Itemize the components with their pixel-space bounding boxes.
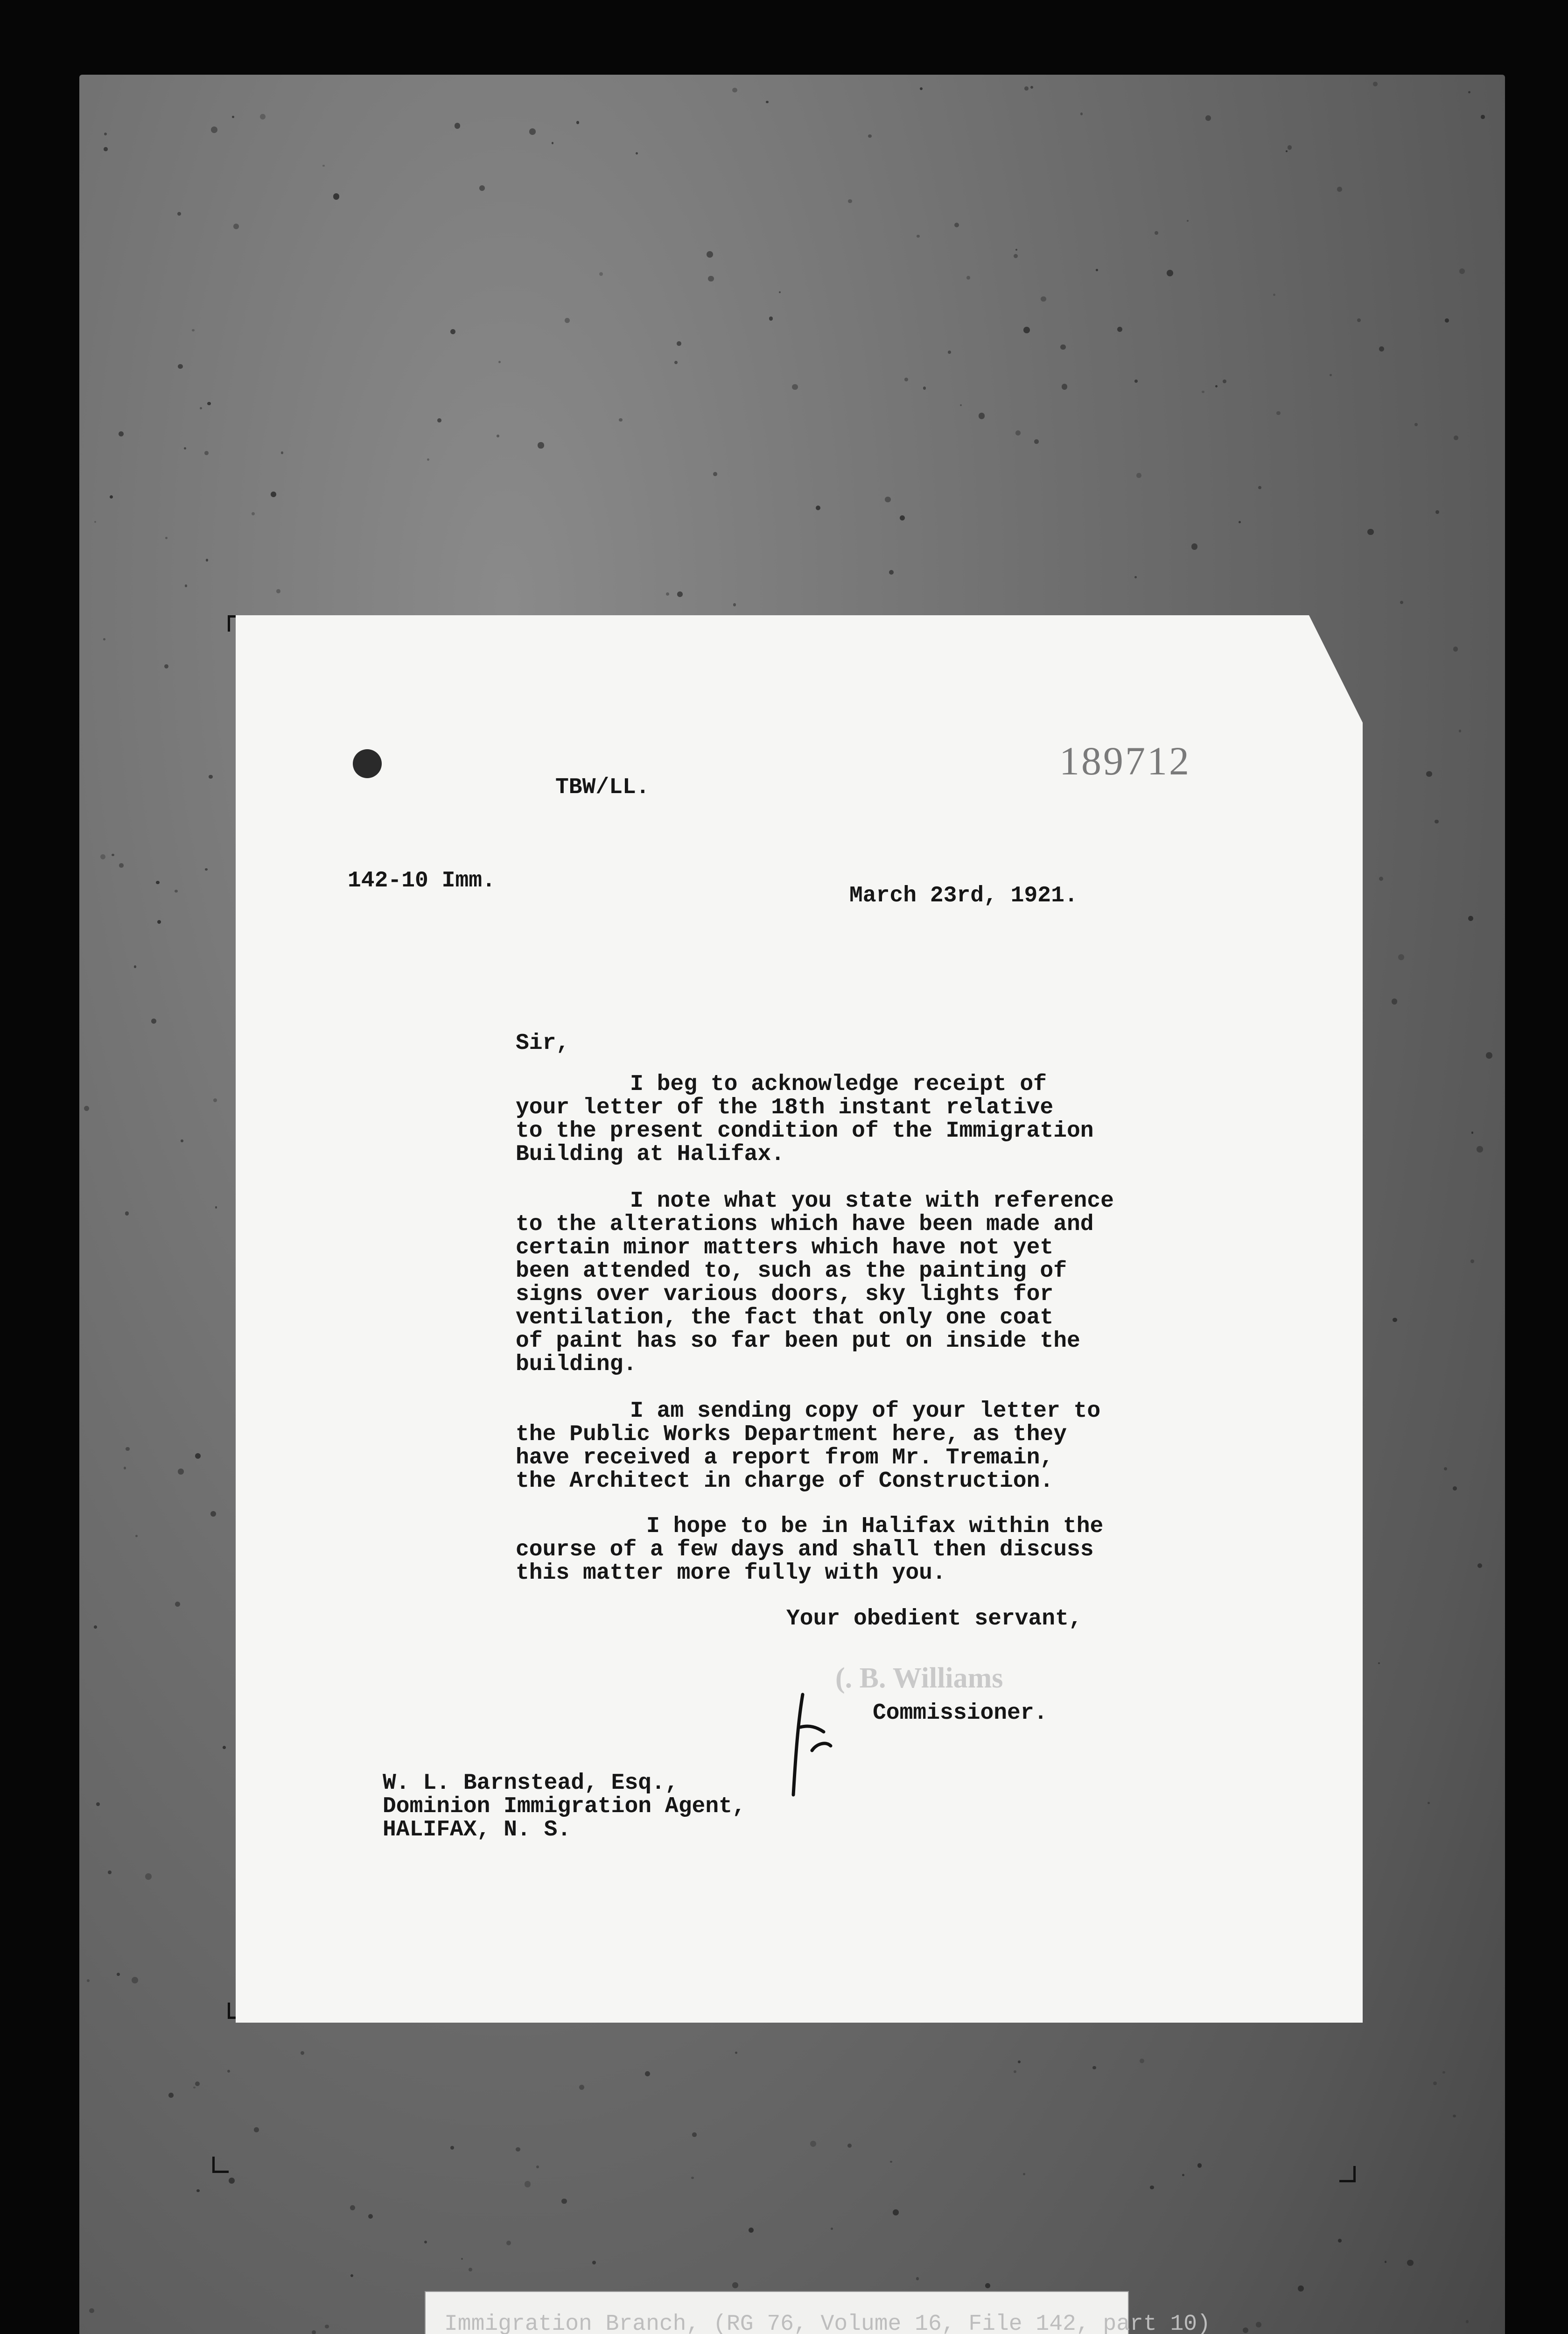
film-speck [1182, 2174, 1184, 2176]
body-line: I am sending copy of your letter to [630, 1399, 1101, 1424]
film-speck [165, 537, 168, 539]
film-speck [900, 515, 905, 520]
film-speck [707, 251, 713, 258]
film-speck [1379, 346, 1384, 352]
reference-number: 142-10 Imm. [348, 868, 496, 893]
film-speck [1453, 2115, 1456, 2117]
stamped-signature: (. B. Williams [835, 1662, 1003, 1694]
body-line: to the present condition of the Immigration [516, 1118, 1094, 1144]
body-line: the Architect in charge of Construction. [516, 1469, 1054, 1494]
body-line: signs over various doors, sky lights for [516, 1282, 1054, 1307]
film-speck [948, 351, 951, 354]
film-speck [677, 341, 681, 346]
film-speck [779, 291, 781, 293]
salutation: Sir, [516, 1031, 570, 1056]
letter-date: March 23rd, 1921. [849, 883, 1078, 908]
film-speck [1453, 1486, 1457, 1490]
film-speck [552, 142, 554, 144]
film-speck [1015, 430, 1021, 436]
body-line: I note what you state with reference [630, 1188, 1114, 1214]
body-line: Building at Halifax. [516, 1142, 785, 1167]
film-speck [1134, 380, 1138, 383]
film-speck [1018, 2060, 1021, 2063]
film-speck [229, 2178, 235, 2184]
punch-hole [353, 749, 382, 778]
file-number-stamp: 189712 [1059, 738, 1191, 783]
body-line: I beg to acknowledge receipt of [630, 1072, 1047, 1097]
film-speck [325, 2325, 329, 2328]
film-speck [733, 603, 736, 606]
film-speck [890, 2161, 892, 2163]
film-speck [206, 559, 208, 561]
film-speck [1338, 2239, 1342, 2243]
film-speck [271, 492, 276, 497]
film-speck [1215, 385, 1218, 387]
film-speck [178, 1469, 184, 1475]
film-speck [1258, 486, 1261, 489]
film-speck [1096, 269, 1098, 271]
film-speck [1486, 1052, 1492, 1059]
body-line: your letter of the 18th instant relative [516, 1095, 1054, 1120]
film-speck [223, 1746, 226, 1749]
body-line: course of a few days and shall then discuss [516, 1537, 1094, 1562]
film-speck [1060, 344, 1065, 350]
body-line: certain minor matters which have not yet [516, 1235, 1054, 1260]
body-line: I hope to be in Halifax within the [646, 1514, 1104, 1539]
film-speck [1373, 82, 1378, 86]
film-speck [732, 88, 737, 92]
film-speck [708, 276, 714, 282]
film-speck [185, 584, 188, 587]
film-speck [333, 193, 339, 199]
film-speck [215, 1206, 217, 1208]
film-speck [312, 2330, 316, 2334]
film-speck [193, 2087, 196, 2089]
film-speck [923, 387, 926, 390]
film-speck [1471, 1132, 1473, 1133]
film-speck [254, 2127, 259, 2132]
film-speck [985, 2283, 990, 2288]
film-speck [1400, 601, 1403, 604]
body-line: the Public Works Department here, as they [516, 1422, 1067, 1447]
film-speck [1330, 374, 1332, 376]
body-line: been attended to, such as the painting of [516, 1258, 1067, 1284]
film-speck [1445, 318, 1449, 323]
film-speck [1428, 1802, 1430, 1804]
body-line: have received a report from Mr. Tremain, [516, 1445, 1054, 1470]
film-speck [713, 472, 717, 476]
film-speck [1337, 187, 1342, 192]
film-speck [119, 863, 124, 868]
film-speck [177, 212, 181, 216]
film-speck [178, 364, 182, 369]
film-speck [175, 890, 177, 893]
film-speck [181, 1139, 183, 1142]
film-speck [885, 497, 890, 502]
film-speck [1393, 1318, 1397, 1322]
film-speck [1034, 439, 1039, 444]
film-speck [195, 2081, 200, 2086]
film-speck [565, 318, 570, 323]
recipient-line: Dominion Immigration Agent, [383, 1794, 746, 1819]
film-speck [1023, 2173, 1025, 2175]
film-speck [1223, 380, 1226, 383]
film-speck [847, 2144, 852, 2148]
film-speck [104, 147, 107, 151]
film-speck [164, 664, 168, 668]
film-speck [1288, 145, 1292, 149]
film-speck [576, 121, 580, 124]
film-speck [848, 199, 852, 204]
film-speck [151, 1019, 156, 1024]
film-speck [209, 775, 212, 779]
film-speck [1197, 2163, 1202, 2167]
film-speck [276, 589, 280, 593]
citation-label [425, 2291, 1211, 2334]
film-speck [538, 442, 544, 448]
film-speck [920, 87, 923, 90]
film-speck [260, 114, 266, 120]
film-speck [135, 1535, 138, 1537]
film-speck [769, 316, 773, 321]
body-line: ventilation, the fact that only one coat [516, 1305, 1054, 1330]
film-speck [1298, 2285, 1304, 2292]
film-speck [692, 2132, 697, 2137]
film-speck [1024, 86, 1029, 91]
film-speck [175, 1602, 180, 1607]
film-speck [1407, 2260, 1414, 2266]
film-speck [94, 1625, 97, 1629]
film-speck [645, 2071, 650, 2076]
film-speck [124, 1467, 126, 1469]
film-speck [893, 2209, 899, 2215]
film-speck [126, 1447, 129, 1451]
film-speck [455, 123, 460, 128]
registration-mark [212, 2157, 229, 2173]
film-speck [816, 506, 820, 510]
closing: Your obedient servant, [786, 1606, 1082, 1631]
film-speck [677, 591, 683, 597]
film-speck [674, 361, 678, 364]
film-speck [766, 101, 769, 104]
film-speck [1470, 1259, 1474, 1263]
film-speck [868, 134, 871, 138]
film-speck [168, 2093, 174, 2098]
film-speck [1014, 254, 1018, 258]
body-line: to the alterations which have been made and [516, 1212, 1094, 1237]
film-speck [525, 2181, 531, 2187]
body-line: of paint has so far been put on inside the [516, 1329, 1080, 1354]
film-speck [184, 447, 186, 450]
film-speck [1062, 384, 1068, 390]
film-speck [350, 2274, 353, 2277]
film-speck [281, 451, 283, 454]
film-speck [1367, 529, 1373, 535]
registration-mark [1339, 2166, 1356, 2182]
film-speck [1030, 86, 1033, 89]
film-speck [1435, 820, 1438, 823]
film-speck [1023, 327, 1030, 333]
film-speck [619, 418, 623, 422]
film-speck [592, 2261, 596, 2264]
film-speck [108, 1870, 112, 1874]
film-speck [1041, 296, 1046, 302]
film-speck [89, 2308, 94, 2313]
film-speck [732, 2282, 738, 2288]
film-speck [1239, 521, 1241, 523]
film-speck [1243, 2327, 1248, 2333]
film-speck [529, 128, 536, 135]
recipient-line: HALIFAX, N. S. [383, 1817, 571, 1842]
film-speck [916, 2277, 919, 2280]
film-speck [424, 2241, 427, 2243]
film-speck [119, 431, 124, 436]
film-speck [211, 127, 217, 133]
film-speck [125, 1211, 129, 1215]
film-speck [437, 418, 441, 422]
film-speck [1454, 436, 1458, 440]
film-speck [207, 402, 211, 406]
film-speck [904, 378, 908, 381]
body-line: this matter more fully with you. [516, 1561, 946, 1586]
film-speck [1092, 2066, 1096, 2070]
film-speck [735, 2052, 737, 2054]
film-speck [979, 413, 985, 419]
signer-title: Commissioner. [873, 1701, 1048, 1726]
film-speck [233, 224, 239, 229]
initials: TBW/LL. [555, 775, 650, 800]
film-speck [1466, 2320, 1469, 2323]
film-speck [1481, 115, 1485, 119]
film-speck [1459, 268, 1465, 274]
film-speck [145, 1873, 152, 1880]
film-speck [1191, 543, 1198, 550]
recipient-line: W. L. Barnstead, Esq., [383, 1771, 679, 1796]
film-speck [1080, 112, 1083, 115]
film-speck [1256, 2322, 1261, 2327]
film-speck [536, 2165, 539, 2168]
film-speck [561, 2199, 567, 2204]
film-speck [1442, 2071, 1445, 2074]
film-speck [1187, 220, 1189, 222]
film-speck [87, 1979, 90, 1982]
film-speck [1357, 318, 1361, 322]
film-speck [792, 384, 798, 390]
film-speck [156, 881, 159, 884]
film-speck [1392, 998, 1397, 1004]
body-line: building. [516, 1352, 637, 1377]
film-speck [1167, 270, 1173, 276]
film-speck [666, 592, 669, 596]
film-speck [192, 329, 195, 332]
film-speck [1459, 730, 1461, 732]
film-speck [479, 185, 485, 191]
film-speck [450, 2146, 454, 2150]
film-speck [1150, 2186, 1154, 2189]
handwritten-initial [784, 1690, 835, 1797]
film-speck [195, 1453, 201, 1459]
film-speck [497, 435, 499, 437]
film-speck [322, 165, 325, 167]
film-speck [749, 2228, 754, 2233]
film-speck [204, 451, 209, 455]
film-speck [1477, 1146, 1483, 1152]
citation-text: Immigration Branch, (RG 76, Volume 16, File 142, part 10) [444, 2312, 1211, 2334]
film-speck [132, 1977, 138, 1983]
